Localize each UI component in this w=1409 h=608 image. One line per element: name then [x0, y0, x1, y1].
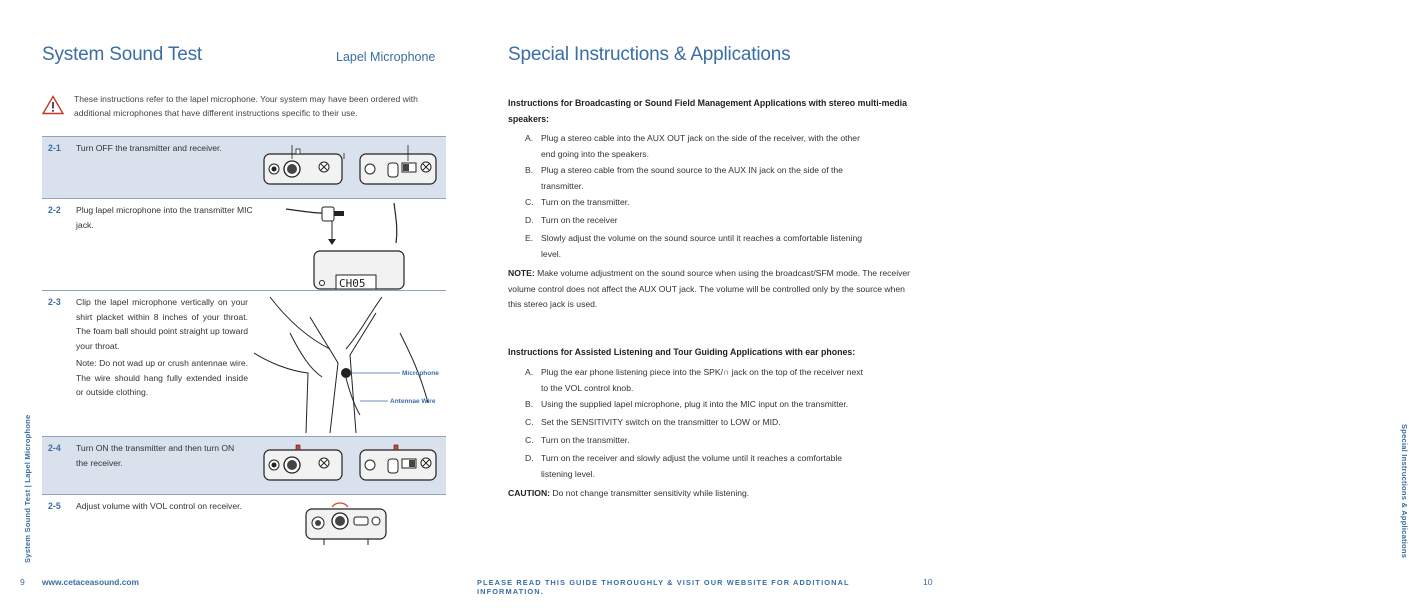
note-text: Make volume adjustment on the sound source when using the broadcast/SFM mode. The receiver volume control does not affect the AUX OUT jack. The volume will be controlled only by the source when this stereo jack is used.: [508, 268, 911, 309]
list-letter: E.: [525, 233, 534, 243]
page-title: System Sound Test: [42, 44, 202, 65]
list-item: [525, 195, 865, 211]
list-letter: D.: [525, 215, 534, 225]
step-number: 2-1: [48, 143, 61, 153]
note-label: NOTE:: [508, 268, 535, 278]
step-text: Adjust volume with VOL control on receiver.: [76, 501, 242, 511]
list-text: Plug a stereo cable into the AUX OUT jack on the side of the receiver, with the other end going into the speakers.: [541, 133, 860, 159]
step-number: 2-2: [48, 205, 61, 215]
list-text: Plug a stereo cable from the sound source to the AUX IN jack on the side of the transmitter.: [541, 165, 843, 191]
list-text: Turn on the receiver and slowly adjust the volume until it reaches a comfortable listening level.: [541, 453, 843, 479]
list-item: [525, 231, 865, 262]
list-letter: A.: [525, 367, 534, 377]
page-subtitle: Lapel Microphone: [336, 50, 436, 64]
mic-plug-illustration: [282, 199, 442, 289]
left-page: [0, 0, 477, 608]
step-note: Note: Do not wad up or crush antennae wire. The wire should hang fully extended inside or outside clothing.: [76, 358, 248, 397]
caution-paragraph: [508, 486, 918, 502]
step-text: Turn OFF the transmitter and receiver.: [76, 143, 222, 153]
section-heading-assisted-listening: Instructions for Assisted Listening and Tour Guiding Applications with ear phones:: [508, 347, 856, 357]
transmitter-receiver-on-illustration: [262, 443, 438, 487]
caution-label: CAUTION:: [508, 488, 551, 498]
list-text: Turn on the receiver: [541, 215, 618, 225]
list-item: [525, 451, 865, 482]
list-item: [525, 213, 865, 229]
list-item: [525, 415, 865, 431]
warning-text: These instructions refer to the lapel microphone. Your system may have been ordered with additional microphones that have different instructions specific to their use.: [74, 94, 418, 118]
warning-icon: [42, 95, 64, 115]
list-item: [525, 433, 865, 449]
step-text: Clip the lapel microphone vertically on your shirt placket within 8 inches of your throat. The foam ball should point straight up toward your throat.: [76, 297, 248, 351]
list-text: Turn on the transmitter.: [541, 197, 630, 207]
page-number-right: 10: [923, 577, 933, 587]
step-number: 2-5: [48, 501, 61, 511]
caution-text: Do not change transmitter sensitivity while listening.: [550, 488, 750, 498]
step-2-2: [42, 198, 446, 290]
note-paragraph: [508, 266, 918, 313]
list-letter: D.: [525, 453, 534, 463]
list-text: Turn on the transmitter.: [541, 435, 630, 445]
page-number-left: 9: [20, 577, 25, 587]
list-text: Using the supplied lapel microphone, plug it into the MIC input on the transmitter.: [541, 399, 849, 409]
side-label-left: System Sound Test | Lapel Microphone: [23, 414, 32, 563]
step-text: Turn ON the transmitter and then turn ON the receiver.: [76, 443, 235, 468]
list-letter: A.: [525, 133, 534, 143]
list-item: [525, 131, 865, 162]
list-item: [525, 163, 865, 194]
step-2-1: [42, 136, 446, 198]
step-2-3: [42, 290, 446, 436]
page-title: Special Instructions & Applications: [508, 44, 791, 65]
step-2-4: [42, 436, 446, 494]
step-number: 2-3: [48, 297, 61, 307]
antenna-label: Antennae Wire: [390, 398, 436, 405]
lcd-channel: CH05: [339, 277, 366, 290]
transmitter-receiver-off-illustration: [262, 145, 438, 191]
step-2-5: [42, 494, 446, 544]
side-label-right: Special Instructions & Applications: [1400, 424, 1409, 559]
footer-message: PLEASE READ THIS GUIDE THOROUGHLY & VISIT OUR WEBSITE FOR ADDITIONAL INFORMATION.: [477, 578, 850, 596]
receiver-volume-illustration: [304, 499, 388, 545]
list-letter: B.: [525, 165, 534, 175]
list-text: Slowly adjust the volume on the sound source until it reaches a comfortable listening level.: [541, 233, 863, 259]
list-item: [525, 365, 865, 396]
section-heading-broadcasting: Instructions for Broadcasting or Sound Field Management Applications with stereo multi-media speakers:: [508, 98, 907, 124]
footer-url-link[interactable]: www.cetaceasound.com: [42, 577, 139, 587]
shirt-clip-illustration: [250, 293, 446, 435]
step-number: 2-4: [48, 443, 61, 453]
list-item: [525, 397, 865, 413]
list-text: Set the SENSITIVITY switch on the transmitter to LOW or MID.: [541, 417, 781, 427]
step-text: Plug lapel microphone into the transmitter MIC jack.: [76, 205, 253, 230]
list-letter: C.: [525, 417, 534, 427]
list-letter: C.: [525, 197, 534, 207]
list-letter: C.: [525, 435, 534, 445]
list-letter: B.: [525, 399, 534, 409]
list-text: Plug the ear phone listening piece into the SPK/∩ jack on the top of the receiver next to the VOL control knob.: [541, 367, 863, 393]
right-page: [477, 0, 1409, 608]
microphone-label: Microphone: [402, 370, 439, 377]
